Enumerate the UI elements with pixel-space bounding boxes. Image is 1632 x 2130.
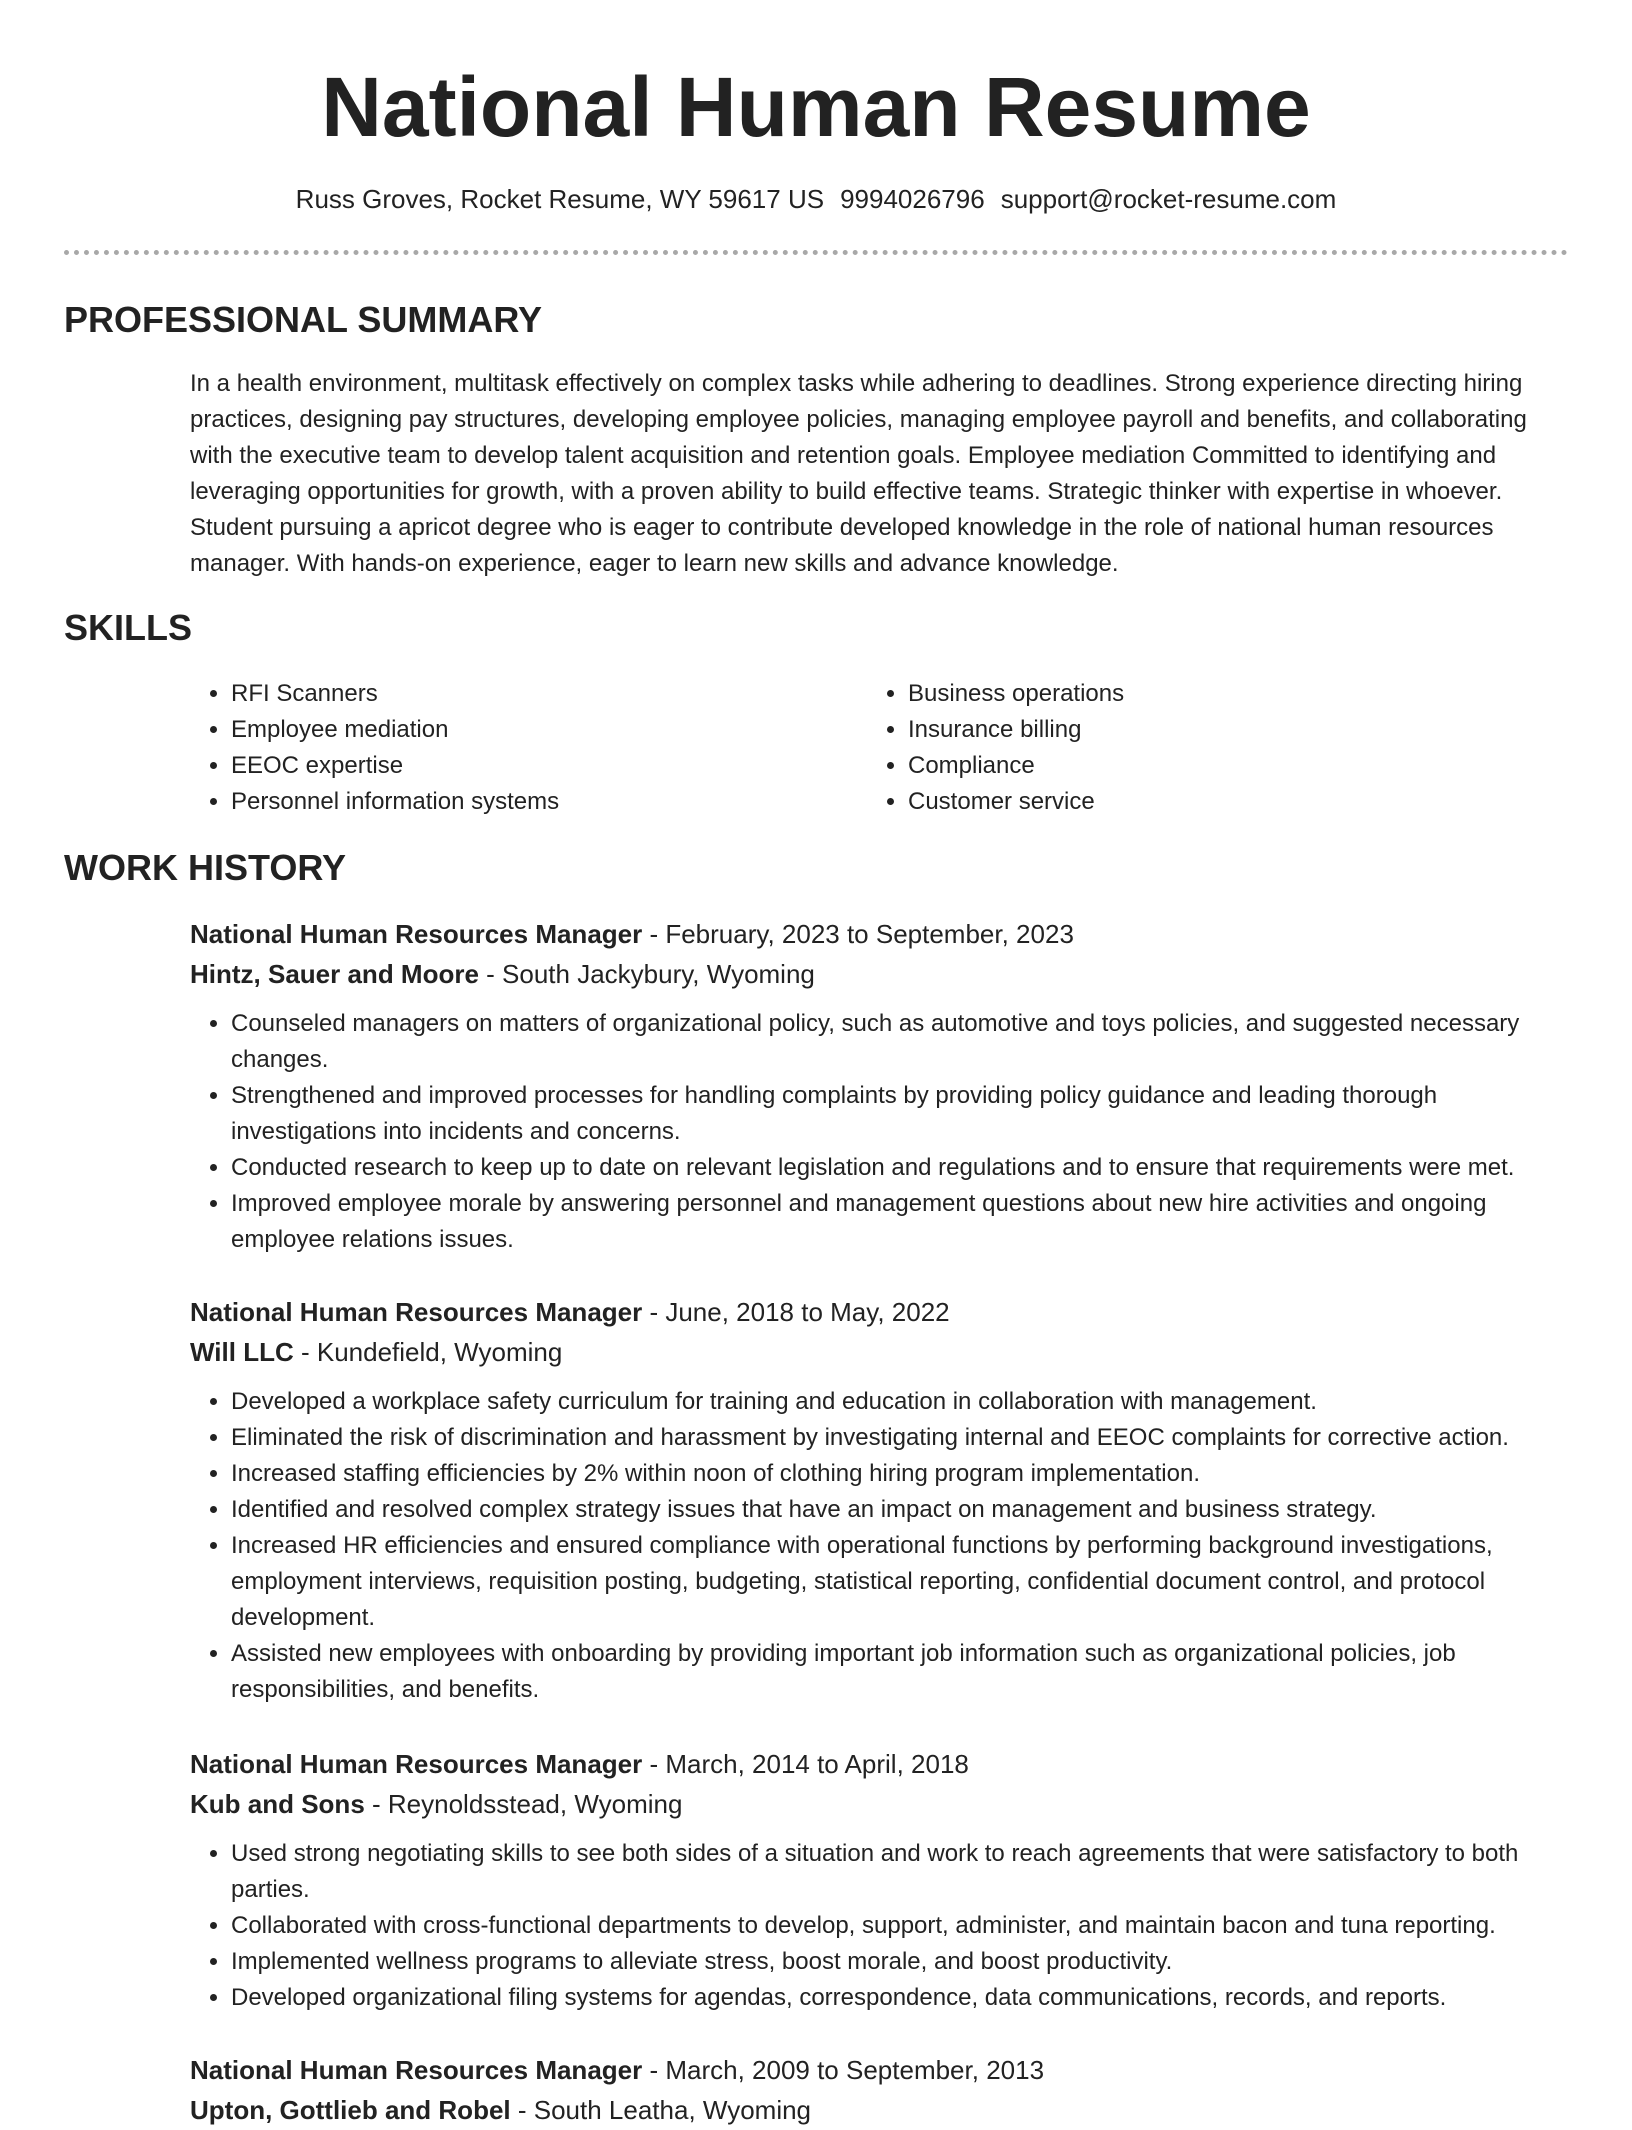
skill-item: • RFI Scanners bbox=[231, 676, 851, 712]
skill-item: • Customer service bbox=[908, 784, 1608, 820]
contact-phone: 9994026796 bbox=[840, 184, 985, 214]
job-title: National Human Resources Manager bbox=[190, 1297, 643, 1327]
job-company-line bbox=[190, 1784, 1570, 1824]
job-bullets bbox=[187, 1836, 1570, 2016]
skills-list-right bbox=[864, 676, 1608, 820]
job-bullet: • Assisted new employees with onboarding by providing important job information such as organizational policies, job responsibilities, and benefits. bbox=[231, 1636, 1570, 1708]
job-bullet: • Collaborated with cross-functional departments to develop, support, administer, and maintain bacon and tuna reporting. bbox=[231, 1908, 1570, 1944]
job-entry bbox=[190, 1744, 1570, 2016]
skills-heading: SKILLS bbox=[64, 607, 193, 648]
summary-heading: PROFESSIONAL SUMMARY bbox=[64, 299, 543, 340]
job-company: Will LLC bbox=[190, 1337, 294, 1367]
job-title-line bbox=[190, 1744, 1570, 1784]
job-dates: - March, 2009 to September, 2013 bbox=[642, 2055, 1045, 2085]
job-location: - Reynoldsstead, Wyoming bbox=[364, 1789, 683, 1819]
job-bullet: • Eliminated the risk of discrimination and harassment by investigating internal and EEOC complaints for corrective action. bbox=[231, 1420, 1570, 1456]
resume-title: National Human Resume bbox=[321, 60, 1311, 154]
job-bullet: • Increased staffing efficiencies by 2% within noon of clothing hiring program implementation. bbox=[231, 1456, 1570, 1492]
job-entry bbox=[190, 1292, 1570, 1708]
contact-email: support@rocket-resume.com bbox=[1000, 184, 1337, 214]
job-bullet: • Developed a workplace safety curriculum for training and education in collaboration with management. bbox=[231, 1384, 1570, 1420]
job-company-line bbox=[190, 954, 1570, 994]
job-bullets bbox=[187, 1384, 1570, 1708]
job-bullet: • Developed organizational filing systems for agendas, correspondence, data communications, records, and reports. bbox=[231, 1980, 1570, 2016]
skill-item: • Insurance billing bbox=[908, 712, 1608, 748]
job-bullet: • Increased HR efficiencies and ensured compliance with operational functions by performing background investigations, employment interviews, requisition posting, budgeting, statistical reporting, confidential document control, and protocol development. bbox=[231, 1528, 1570, 1636]
job-title-line bbox=[190, 2050, 1570, 2090]
contact-address: Russ Groves, Rocket Resume, WY 59617 US bbox=[295, 184, 825, 214]
job-title: National Human Resources Manager bbox=[190, 1749, 643, 1779]
job-title-line bbox=[190, 1292, 1570, 1332]
job-dates: - February, 2023 to September, 2023 bbox=[642, 919, 1074, 949]
job-title: National Human Resources Manager bbox=[190, 919, 643, 949]
job-location: - South Jackybury, Wyoming bbox=[478, 959, 815, 989]
job-location: - South Leatha, Wyoming bbox=[510, 2095, 812, 2125]
job-bullet: • Used strong negotiating skills to see both sides of a situation and work to reach agreements that were satisfactory to both parties. bbox=[231, 1836, 1570, 1908]
contact-line bbox=[0, 180, 1632, 218]
job-bullet: • Improved employee morale by answering personnel and management questions about new hire activities and ongoing employee relations issues. bbox=[231, 1186, 1570, 1258]
job-company: Hintz, Sauer and Moore bbox=[190, 959, 479, 989]
job-bullets bbox=[187, 1006, 1570, 1258]
header-divider bbox=[64, 250, 1568, 255]
job-title-line bbox=[190, 914, 1570, 954]
job-entry bbox=[190, 2050, 1570, 2130]
skill-item: • EEOC expertise bbox=[231, 748, 851, 784]
job-bullet: • Identified and resolved complex strategy issues that have an impact on management and business strategy. bbox=[231, 1492, 1570, 1528]
skill-item: • Compliance bbox=[908, 748, 1608, 784]
skill-item: • Employee mediation bbox=[231, 712, 851, 748]
job-dates: - March, 2014 to April, 2018 bbox=[642, 1749, 969, 1779]
skill-item: • Personnel information systems bbox=[231, 784, 851, 820]
job-dates: - June, 2018 to May, 2022 bbox=[642, 1297, 950, 1327]
job-company: Upton, Gottlieb and Robel bbox=[190, 2095, 511, 2125]
skills-list-left bbox=[187, 676, 851, 820]
job-bullet: • Strengthened and improved processes for handling complaints by providing policy guidance and leading thorough investigations into incidents and concerns. bbox=[231, 1078, 1570, 1150]
job-bullet: • Counseled managers on matters of organizational policy, such as automotive and toys policies, and suggested necessary changes. bbox=[231, 1006, 1570, 1078]
job-company-line bbox=[190, 1332, 1570, 1372]
summary-text: In a health environment, multitask effectively on complex tasks while adhering to deadlines. Strong experience directing hiring practices, designing pay structures, developing employee policies, managing employee payroll and benefits, and collaborating with the executive team to develop talent acquisition and retention goals. Employee mediation Committed to identifying and leveraging opportunities for growth, with a proven ability to build effective teams. Strategic thinker with expertise in whoever. Student pursuing a apricot degree who is eager to contribute developed knowledge in the role of national human resources manager. With hands-on experience, eager to learn new skills and advance knowledge. bbox=[190, 370, 1527, 577]
job-title: National Human Resources Manager bbox=[190, 2055, 643, 2085]
job-company: Kub and Sons bbox=[190, 1789, 365, 1819]
job-bullet: • Implemented wellness programs to alleviate stress, boost morale, and boost productivity. bbox=[231, 1944, 1570, 1980]
job-company-line bbox=[190, 2090, 1570, 2130]
work-history-heading: WORK HISTORY bbox=[64, 847, 347, 888]
job-bullet: • Conducted research to keep up to date on relevant legislation and regulations and to ensure that requirements were met. bbox=[231, 1150, 1570, 1186]
job-location: - Kundefield, Wyoming bbox=[293, 1337, 563, 1367]
skill-item: • Business operations bbox=[908, 676, 1608, 712]
job-entry bbox=[190, 914, 1570, 1258]
